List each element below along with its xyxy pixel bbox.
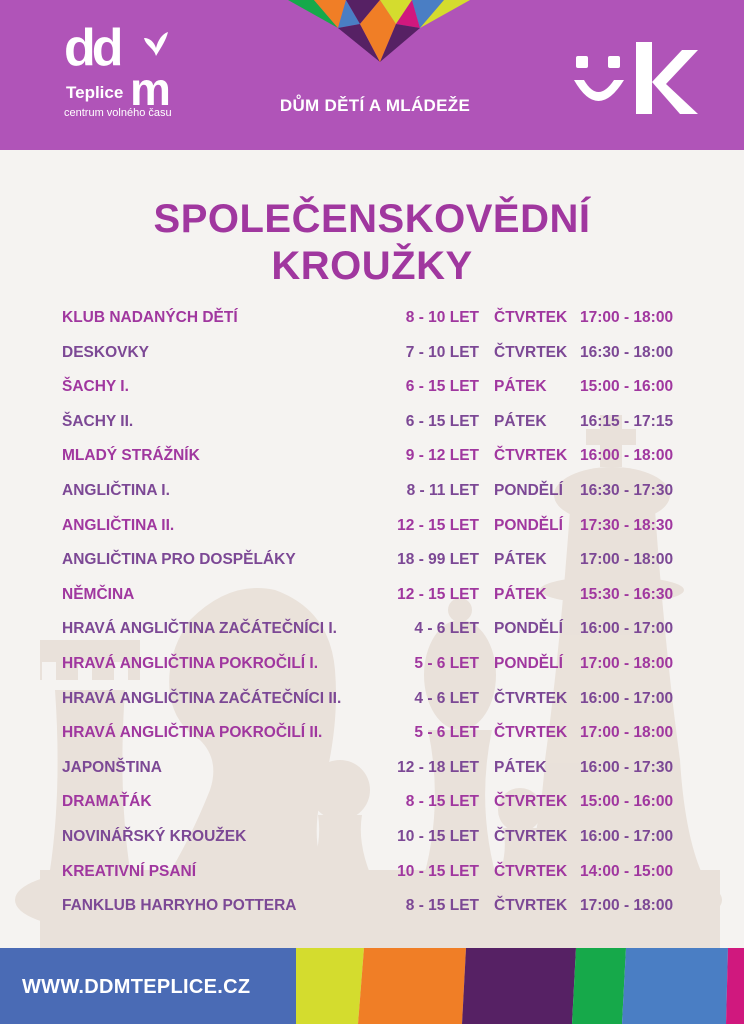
age-range: 10 - 15 LET [397,862,479,880]
course-name: KLUB NADANÝCH DĚTÍ [62,309,238,326]
weekday: ČTVRTEK [494,828,568,845]
course-name: HRAVÁ ANGLIČTINA ZAČÁTEČNÍCI II. [62,689,342,707]
weekday: ČTVRTEK [494,862,568,880]
time-range: 17:00 - 18:00 [580,724,674,742]
organization-name: DŮM DĚTÍ A MLÁDEŽE [279,96,471,115]
age-range: 10 - 15 LET [397,828,479,845]
weekday: PÁTEK [494,378,547,396]
age-range: 6 - 15 LET [405,412,479,430]
age-range: 4 - 6 LET [414,689,479,707]
time-range: 17:00 - 18:00 [580,655,674,672]
time-range: 15:30 - 16:30 [580,585,674,603]
course-name: ANGLIČTINA I. [62,482,170,499]
course-name: ŠACHY II. [62,412,134,430]
header-banner [0,0,744,150]
weekday: PONDĚLÍ [494,482,563,499]
time-range: 17:00 - 18:00 [580,309,674,326]
footer-stripe [462,948,576,1024]
course-name: JAPONŠTINA [62,758,162,776]
schedule-row [0,891,744,925]
schedule-row [0,441,744,475]
course-name: DRAMAŤÁK [62,793,152,811]
course-name: NOVINÁŘSKÝ KROUŽEK [62,828,247,845]
course-name: ANGLIČTINA II. [62,516,175,534]
age-range: 7 - 10 LET [405,343,479,361]
colorful-triangles-decoration [288,0,470,62]
course-name: KREATIVNÍ PSANÍ [62,862,197,880]
weekday: ČTVRTEK [494,689,568,707]
weekday: ČTVRTEK [494,897,568,915]
age-range: 4 - 6 LET [414,620,479,638]
time-range: 16:00 - 17:00 [580,620,674,638]
schedule-row [0,787,744,821]
weekday: ČTVRTEK [494,793,568,811]
schedule-row [0,407,744,441]
course-name: HRAVÁ ANGLIČTINA ZAČÁTEČNÍCI I. [62,620,337,638]
schedule-row [0,649,744,683]
time-range: 17:00 - 18:00 [580,551,674,569]
schedule-row [0,684,744,718]
footer-color-stripes [296,948,744,1024]
website-link[interactable]: WWW.DDMTEPLICE.CZ [22,976,251,998]
time-range: 17:30 - 18:30 [580,516,674,534]
time-range: 16:30 - 17:30 [580,482,674,499]
footer-stripe [296,948,364,1024]
age-range: 8 - 10 LET [405,309,479,326]
weekday: PÁTEK [494,758,547,776]
age-range: 8 - 15 LET [405,793,479,811]
schedule-row [0,580,744,614]
schedule-row [0,476,744,510]
age-range: 5 - 6 LET [414,655,479,672]
title-line-1: SPOLEČENSKOVĚDNÍ [153,197,591,241]
schedule-row [0,372,744,406]
schedule-row [0,857,744,891]
weekday: PÁTEK [494,412,547,430]
schedule-row [0,338,744,372]
ddm-teplice-logo [64,19,184,124]
footer [0,948,744,1024]
footer-stripe [572,948,626,1024]
age-range: 12 - 18 LET [397,758,479,776]
age-range: 12 - 15 LET [397,585,479,603]
title-line-2: KROUŽKY [271,244,473,288]
butterfly-icon [142,30,170,58]
time-range: 15:00 - 16:00 [580,793,674,811]
time-range: 16:15 - 17:15 [580,412,674,430]
course-name: DESKOVKY [62,343,149,361]
age-range: 5 - 6 LET [414,724,479,742]
time-range: 16:00 - 17:00 [580,689,674,707]
weekday: PÁTEK [494,551,547,569]
schedule-row [0,718,744,752]
age-range: 18 - 99 LET [397,551,479,569]
schedule-row [0,303,744,337]
course-name: ŠACHY I. [62,378,129,396]
age-range: 8 - 15 LET [405,897,479,915]
weekday: PONDĚLÍ [494,655,563,672]
age-range: 9 - 12 LET [405,447,479,465]
course-name: HRAVÁ ANGLIČTINA POKROČILÍ I. [62,655,319,672]
time-range: 14:00 - 15:00 [580,862,674,880]
weekday: ČTVRTEK [494,724,568,742]
age-range: 8 - 11 LET [406,482,479,499]
schedule-row [0,822,744,856]
weekday: PONDĚLÍ [494,516,563,534]
course-name: HRAVÁ ANGLIČTINA POKROČILÍ II. [62,724,323,742]
footer-stripe [358,948,466,1024]
age-range: 6 - 15 LET [405,378,479,396]
course-name: ANGLIČTINA PRO DOSPĚLÁKY [62,551,296,569]
logo-dd-text: dd [64,19,120,77]
course-name: MLADÝ STRÁŽNÍK [62,447,200,465]
time-range: 15:00 - 16:00 [580,378,674,396]
ok-partner-logo [570,36,700,116]
logo-city: Teplice [66,83,124,102]
page-title [0,196,744,290]
schedule-row [0,753,744,787]
schedule-row [0,545,744,579]
weekday: ČTVRTEK [494,343,568,361]
weekday: ČTVRTEK [494,309,568,326]
age-range: 12 - 15 LET [397,516,479,534]
time-range: 16:30 - 18:00 [580,343,674,361]
logo-tagline: centrum volného času [64,107,172,119]
schedule-row [0,614,744,648]
time-range: 16:00 - 17:30 [580,758,674,776]
schedule-row [0,511,744,545]
course-name: NĚMČINA [62,585,135,603]
weekday: PONDĚLÍ [494,620,563,638]
weekday: ČTVRTEK [494,447,568,465]
logo-m-text: m [130,63,171,115]
course-name: FANKLUB HARRYHO POTTERA [62,897,297,915]
time-range: 16:00 - 17:00 [580,828,674,845]
footer-stripe [726,948,744,1024]
time-range: 16:00 - 18:00 [580,447,674,465]
weekday: PÁTEK [494,585,547,603]
time-range: 17:00 - 18:00 [580,897,674,915]
footer-stripe [622,948,728,1024]
